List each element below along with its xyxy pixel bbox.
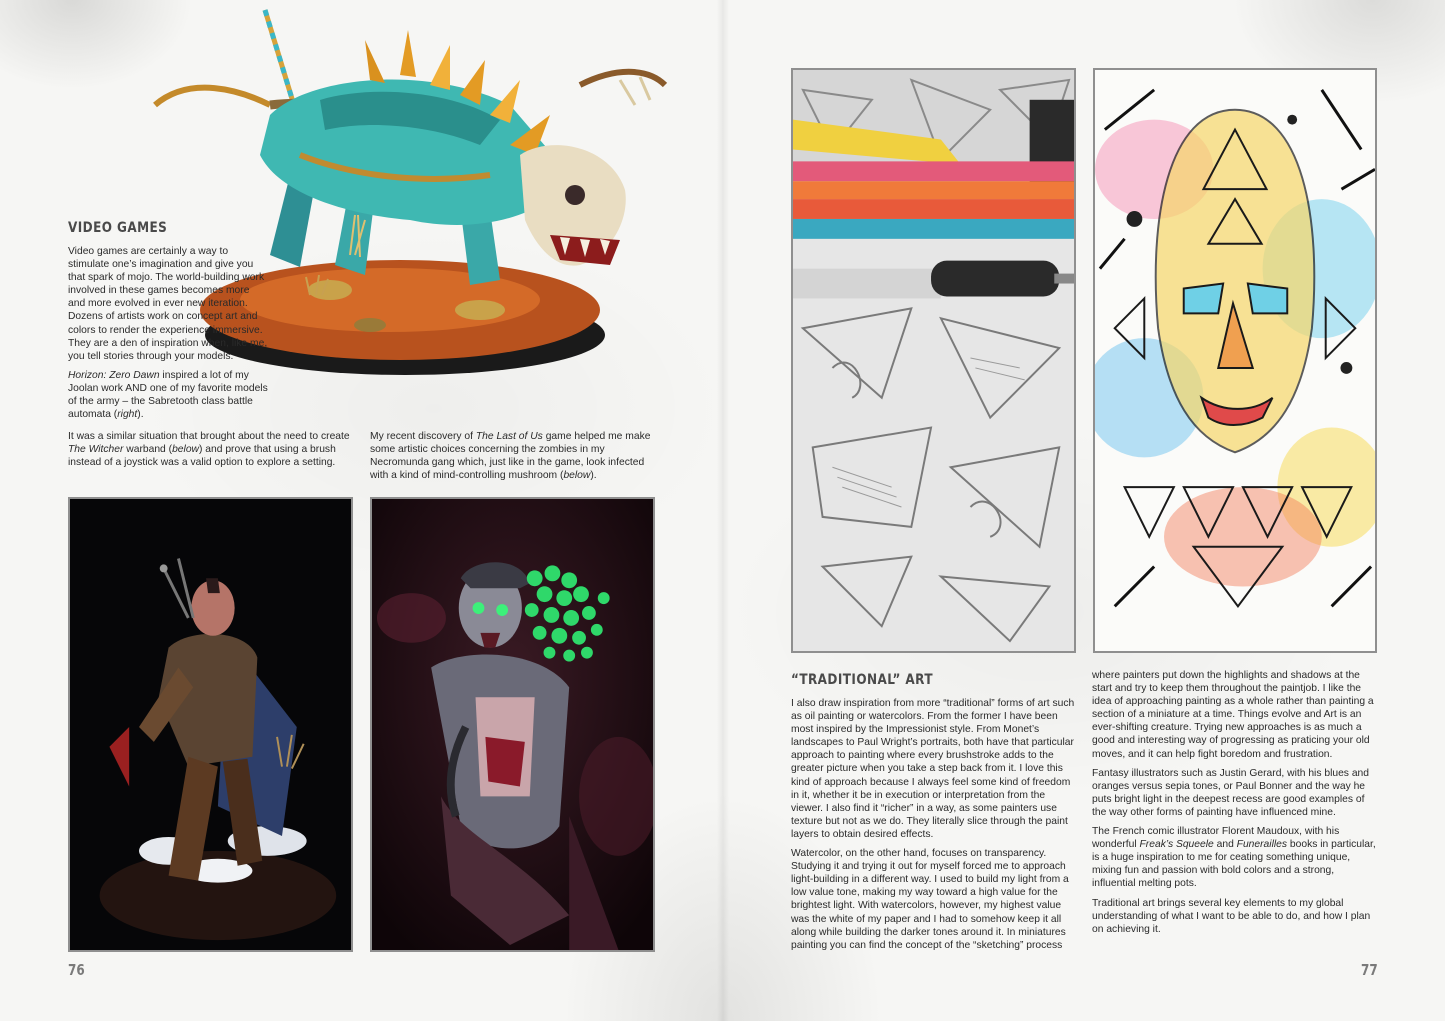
lastofus-text-mid: game helped me make some artistic choices concerning the zombies in my Necromunda gang which, just like in the game, look infected with a kind of mind-controlling mushroom (: [370, 431, 651, 482]
left-page-number: 76: [68, 961, 85, 979]
maudoux-text: The French comic illustrator Florent Maudoux, with his wonderful: [1092, 826, 1340, 851]
lastofus-text: My recent discovery of: [370, 431, 476, 442]
lastofus-text-end: ).: [590, 470, 597, 482]
freaks-squeele-title: Freak’s Squeele: [1139, 839, 1214, 851]
witcher-paragraph: [68, 430, 353, 469]
witcher-column: [68, 430, 353, 475]
traditional-col1-p1: I also draw inspiration from more “traditional” forms of art such as oil painting or watercolors. From the former I have been most inspired by the Impressionist style. From Monet’s landscapes to Paul Wright’s portraits, both have that particular approach to painting where every brushstroke adds to the greater picture when you take a step back from it. I love this kind of approach because I always feel some kind of freedom in it, whether it be in execution or interpretation from the viewer. I also find it “richer” in a way, as some painters use texture but not as we do. They literally slice through the paint layers to obtain desired effects.: [791, 698, 1075, 840]
witcher-ref: below: [172, 444, 199, 456]
lastofus-column: [370, 430, 655, 488]
witcher-text: It was a similar situation that brought about the need to create: [68, 431, 350, 442]
traditional-art-heading: “TRADITIONAL” ART: [791, 672, 933, 688]
traditional-col2-p4: Traditional art brings several key elements to my global understanding of what I want to be able to do, and how I plan on achieving it.: [1092, 897, 1371, 935]
traditional-col2-p1: where painters put down the highlights and shadows at the start and try to keep them throughout the paintjob. I like the idea of approaching painting as a whole rather than painting a section of a miniature at a time. Things evolve and Art is an ever-shifting creature. Trying new approaches is as much a good and interesting way of progressing as praticing your old moves, and it can help fight boredom and frustration.: [1092, 670, 1374, 760]
watercolor-mask-photo: [1093, 68, 1377, 653]
horizon-title: Horizon: Zero Dawn: [68, 369, 160, 381]
lastofus-ref: below: [563, 470, 591, 482]
horizon-ref: right: [117, 409, 138, 421]
maudoux-and: and: [1213, 839, 1237, 851]
traditional-col1: [791, 697, 1077, 958]
horizon-text: inspired a lot of my Joolan work AND one of my favorite models of the army – the Sabretooth class battle automata (: [68, 369, 268, 421]
page-gutter: [717, 0, 729, 1021]
zombie-miniature-photo: [370, 497, 655, 952]
traditional-col2-p2: Fantasy illustrators such as Justin Gerard, with his blues and oranges versus sepia tones, or Paul Bonner and the way he puts bright light in the deepest recess are good examples of the way other forms of painting have influenced mine.: [1092, 767, 1369, 818]
horizon-text-end: ).: [137, 409, 144, 421]
video-games-column: [68, 245, 268, 427]
horizon-paragraph: [68, 369, 268, 421]
witcher-text-mid: warband (: [123, 444, 173, 456]
traditional-col1-p2: Watercolor, on the other hand, focuses on transparency. Studying it and trying it out for myself forced me to approach light-building in a different way. I used to build my light from a low value tone, making my way toward a high value for the brightest light. With watercolors, however, my highest value was the white of my paper and I had to somehow keep it all along while building the darker tones around it. In miniatures painting you can find the concept of the “sketching” process: [791, 848, 1069, 951]
intro-paragraph: Video games are certainly a way to stimulate one’s imagination and give you that spark of mojo. The world-building work involved in these games becomes more and more evolved in ever new iteration. Dozens of artists work on concept art and colors to render the experience immersive. They are a den of inspiration when, like me, you tell stories through your models.: [68, 246, 268, 362]
lastofus-title: The Last of Us: [475, 431, 543, 442]
witcher-miniature-photo: [68, 497, 353, 952]
traditional-col2: [1092, 669, 1380, 942]
video-games-heading: VIDEO GAMES: [68, 220, 168, 236]
right-page-number: 77: [1361, 961, 1378, 979]
pencil-sketch-photo: [791, 68, 1076, 653]
witcher-text-end: ) and prove that using a brush instead of a joystick was a valid option to explore a setting.: [68, 444, 336, 469]
traditional-col2-p3: [1092, 825, 1380, 890]
funerailles-title: Funerailles: [1236, 839, 1288, 851]
witcher-title: The Witcher: [68, 444, 124, 456]
lastofus-paragraph: [370, 430, 655, 482]
maudoux-text-end: books in particular, is a huge inspiration to me for ceating something unique, mixing fun and passion with bold colors and a strong, influential melting pots.: [1092, 839, 1376, 890]
